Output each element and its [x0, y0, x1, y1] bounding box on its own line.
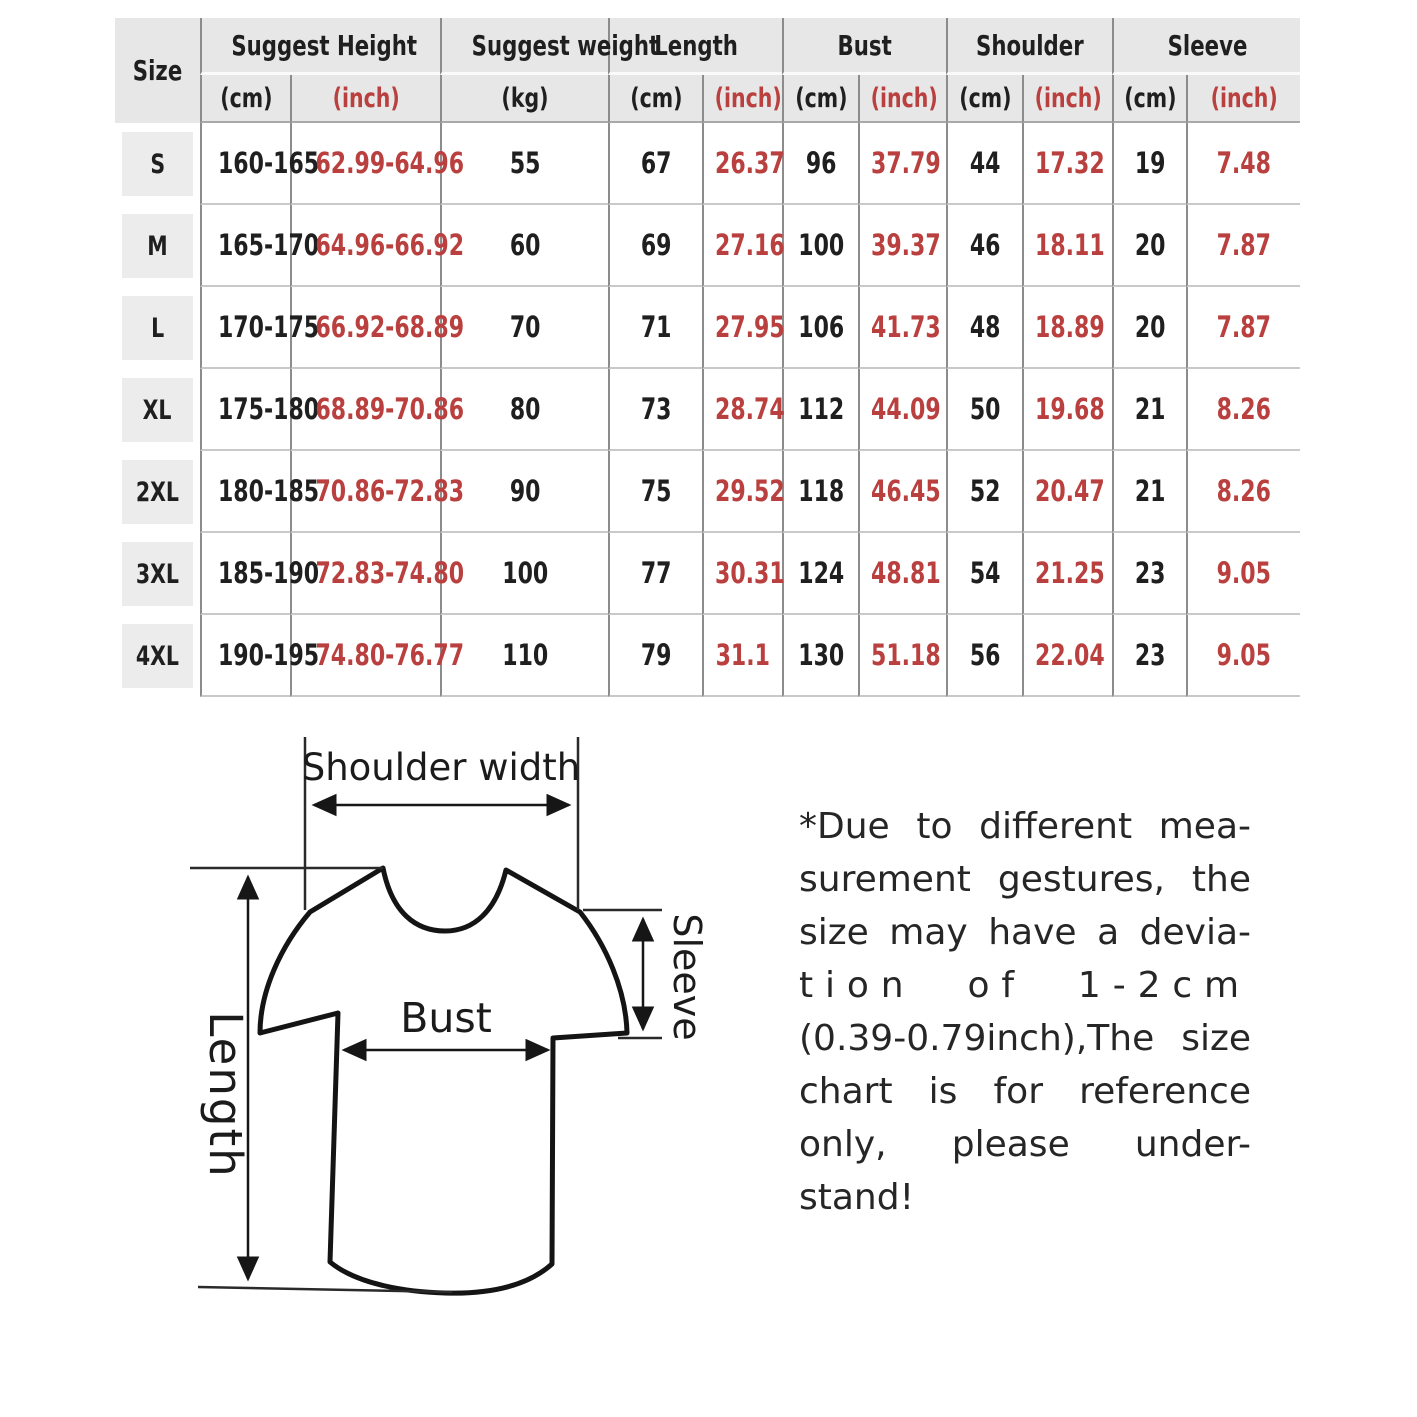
table-row [115, 123, 1300, 205]
tshirt-outline [260, 868, 627, 1293]
value-cell: 96 [782, 123, 858, 205]
value-cell: 112 [782, 369, 858, 451]
value-cell: 190-195 [200, 615, 290, 697]
value-cell: 70 [440, 287, 608, 369]
value-cell: 66.92-68.89 [290, 287, 440, 369]
value-cell: 175-180 [200, 369, 290, 451]
note-line: tion of 1-2cm [799, 965, 1251, 1006]
value-cell: 23 [1112, 615, 1186, 697]
value-cell: 50 [946, 369, 1022, 451]
note-line: stand! [799, 1177, 915, 1218]
value-cell: 110 [440, 615, 608, 697]
unit-header: (inch) [858, 75, 946, 123]
value-cell: 19.68 [1022, 369, 1112, 451]
unit-header: (cm) [608, 75, 702, 123]
value-cell: 23 [1112, 533, 1186, 615]
value-cell: 51.18 [858, 615, 946, 697]
table-row [115, 205, 1300, 287]
value-cell: 71 [608, 287, 702, 369]
table-row [115, 615, 1300, 697]
group-header-suggest-height: Suggest Height [200, 18, 440, 75]
value-cell: 68.89-70.86 [290, 369, 440, 451]
value-cell: 80 [440, 369, 608, 451]
value-cell: 48.81 [858, 533, 946, 615]
value-cell: 28.74 [702, 369, 782, 451]
group-header-bust: Bust [782, 18, 946, 75]
table-row [115, 533, 1300, 615]
value-cell: 20 [1112, 287, 1186, 369]
unit-header: (cm) [1112, 75, 1186, 123]
value-cell: 29.52 [702, 451, 782, 533]
value-cell: 39.37 [858, 205, 946, 287]
value-cell: 100 [782, 205, 858, 287]
group-header-sleeve: Sleeve [1112, 18, 1300, 75]
value-cell: 21 [1112, 451, 1186, 533]
sleeve-label: Sleeve [665, 913, 709, 1041]
size-chip: M [122, 214, 193, 278]
note-line: (0.39-0.79inch),The size [799, 1018, 1251, 1059]
unit-header: (inch) [1022, 75, 1112, 123]
size-chip: L [122, 296, 193, 360]
note-line: chart is for reference [799, 1071, 1251, 1112]
value-cell: 54 [946, 533, 1022, 615]
value-cell: 27.16 [702, 205, 782, 287]
value-cell: 100 [440, 533, 608, 615]
value-cell: 90 [440, 451, 608, 533]
value-cell: 64.96-66.92 [290, 205, 440, 287]
value-cell: 55 [440, 123, 608, 205]
size-chart [115, 18, 1300, 697]
unit-header: (inch) [290, 75, 440, 123]
group-header-suggest-weight: Suggest weight [440, 18, 608, 75]
value-cell: 19 [1112, 123, 1186, 205]
value-cell: 74.80-76.77 [290, 615, 440, 697]
value-cell: 46 [946, 205, 1022, 287]
unit-header: (kg) [440, 75, 608, 123]
size-cell [115, 369, 200, 451]
size-cell [115, 123, 200, 205]
value-cell: 7.87 [1186, 205, 1300, 287]
value-cell: 37.79 [858, 123, 946, 205]
value-cell: 48 [946, 287, 1022, 369]
table-row [115, 287, 1300, 369]
value-cell: 46.45 [858, 451, 946, 533]
value-cell: 185-190 [200, 533, 290, 615]
table-header [115, 18, 1300, 123]
note-text [799, 800, 1251, 1224]
value-cell: 67 [608, 123, 702, 205]
size-chip: 4XL [122, 624, 193, 688]
size-diagram [140, 705, 830, 1370]
table-row [115, 369, 1300, 451]
group-header-row [115, 18, 1300, 75]
size-cell [115, 287, 200, 369]
value-cell: 69 [608, 205, 702, 287]
value-cell: 21.25 [1022, 533, 1112, 615]
value-cell: 44.09 [858, 369, 946, 451]
note-line: *Due to different mea- [799, 806, 1251, 847]
value-cell: 20 [1112, 205, 1186, 287]
value-cell: 72.83-74.80 [290, 533, 440, 615]
value-cell: 8.26 [1186, 369, 1300, 451]
value-cell: 7.48 [1186, 123, 1300, 205]
value-cell: 62.99-64.96 [290, 123, 440, 205]
group-header-length: Length [608, 18, 782, 75]
value-cell: 41.73 [858, 287, 946, 369]
value-cell: 124 [782, 533, 858, 615]
note-line: only, please under- [799, 1124, 1251, 1165]
value-cell: 160-165 [200, 123, 290, 205]
value-cell: 7.87 [1186, 287, 1300, 369]
value-cell: 20.47 [1022, 451, 1112, 533]
unit-header: (cm) [200, 75, 290, 123]
size-chip: XL [122, 378, 193, 442]
unit-header-row [115, 75, 1300, 123]
value-cell: 21 [1112, 369, 1186, 451]
size-chip: S [122, 132, 193, 196]
value-cell: 31.1 [702, 615, 782, 697]
value-cell: 9.05 [1186, 615, 1300, 697]
size-chip: 3XL [122, 542, 193, 606]
value-cell: 26.37 [702, 123, 782, 205]
unit-header: (cm) [946, 75, 1022, 123]
size-column-header: Size [115, 18, 200, 123]
value-cell: 60 [440, 205, 608, 287]
value-cell: 9.05 [1186, 533, 1300, 615]
value-cell: 77 [608, 533, 702, 615]
size-chip: 2XL [122, 460, 193, 524]
value-cell: 75 [608, 451, 702, 533]
value-cell: 52 [946, 451, 1022, 533]
table-body [115, 123, 1300, 697]
value-cell: 118 [782, 451, 858, 533]
value-cell: 44 [946, 123, 1022, 205]
value-cell: 56 [946, 615, 1022, 697]
value-cell: 18.11 [1022, 205, 1112, 287]
note-line: surement gestures, the [799, 859, 1251, 900]
value-cell: 70.86-72.83 [290, 451, 440, 533]
value-cell: 30.31 [702, 533, 782, 615]
value-cell: 17.32 [1022, 123, 1112, 205]
bust-label: Bust [400, 994, 492, 1042]
shoulder-width-label: Shoulder width [301, 746, 581, 789]
value-cell: 73 [608, 369, 702, 451]
value-cell: 165-170 [200, 205, 290, 287]
size-cell [115, 615, 200, 697]
value-cell: 27.95 [702, 287, 782, 369]
value-cell: 79 [608, 615, 702, 697]
table-row [115, 451, 1300, 533]
value-cell: 22.04 [1022, 615, 1112, 697]
size-cell [115, 205, 200, 287]
value-cell: 170-175 [200, 287, 290, 369]
value-cell: 180-185 [200, 451, 290, 533]
size-cell [115, 451, 200, 533]
value-cell: 106 [782, 287, 858, 369]
value-cell: 18.89 [1022, 287, 1112, 369]
unit-header: (inch) [1186, 75, 1300, 123]
note-line: size may have a devia- [799, 912, 1251, 953]
group-header-shoulder: Shoulder [946, 18, 1112, 75]
value-cell: 130 [782, 615, 858, 697]
unit-header: (cm) [782, 75, 858, 123]
value-cell: 8.26 [1186, 451, 1300, 533]
size-chart-table [115, 18, 1300, 697]
unit-header: (inch) [702, 75, 782, 123]
size-cell [115, 533, 200, 615]
length-label: Length [199, 1011, 252, 1179]
